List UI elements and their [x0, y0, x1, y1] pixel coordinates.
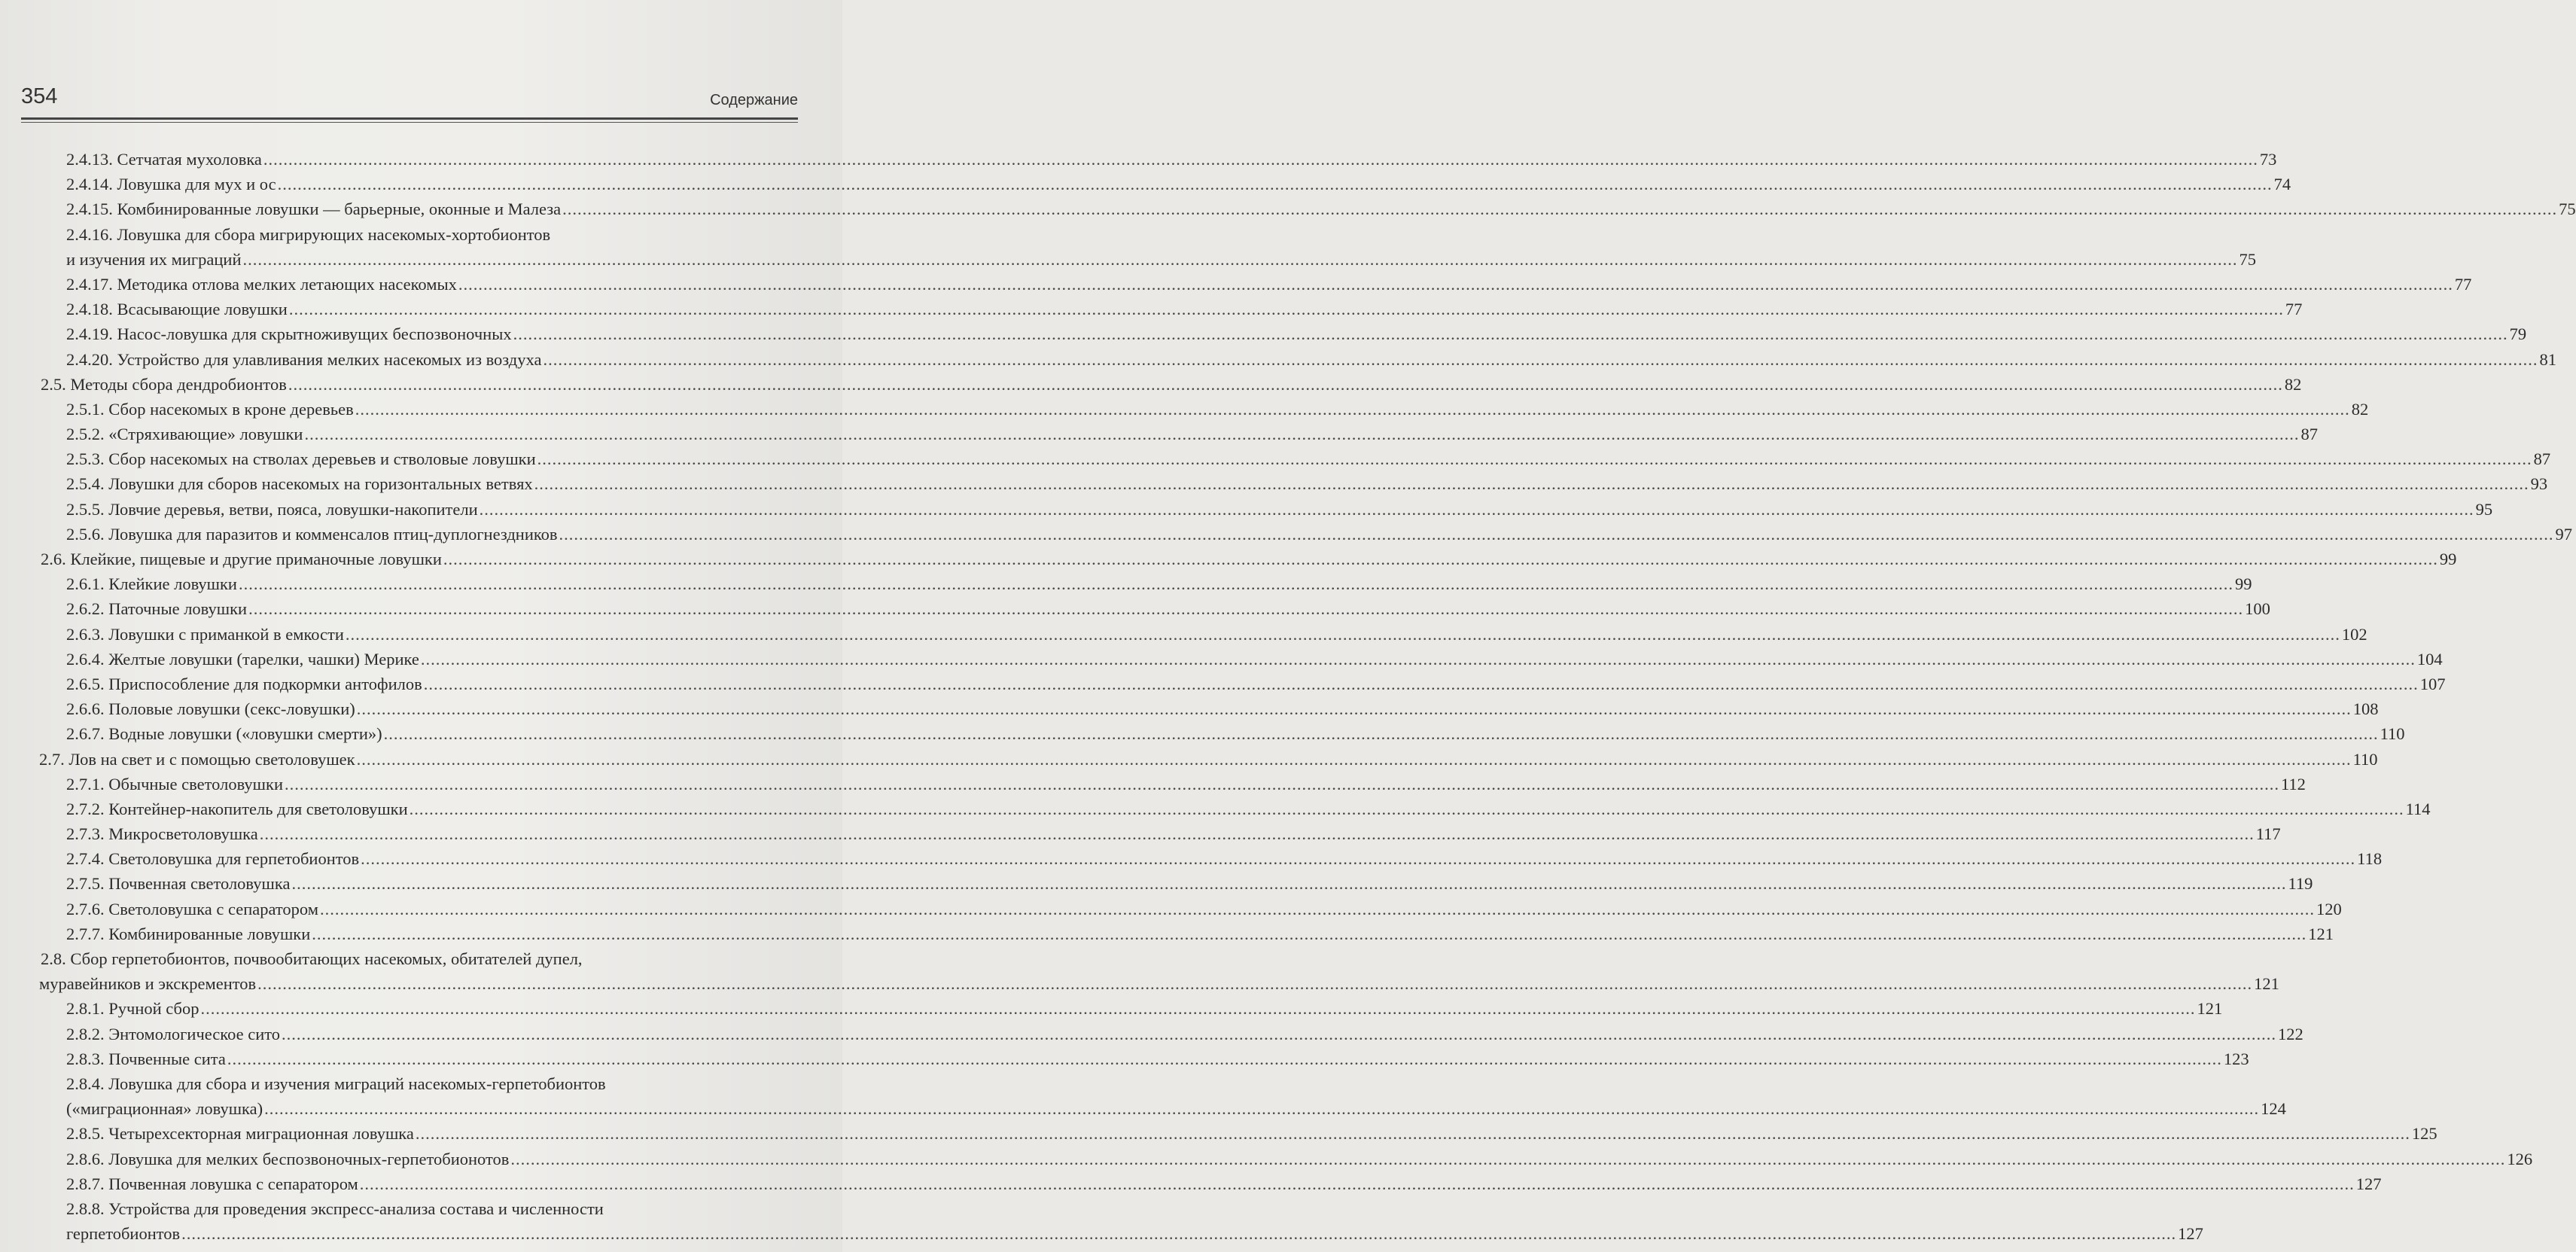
toc-entry-title: 2.4.19. Насос-ловушка для скрытноживущих беспозвоночных: [66, 324, 512, 344]
toc-page-number: 87: [2533, 449, 2551, 469]
toc-entry-title-continued: герпетобионтов: [66, 1224, 181, 1244]
toc-page-number: 75: [2239, 249, 2257, 269]
toc-leader-dots: ................................................................................................................................................................................................................................................................................................................................................................................................................: [559, 524, 2554, 544]
toc-entry[interactable]: [39, 772, 2306, 797]
toc-leader-dots: ................................................................................................................................................................................................................................................................................................................................................................................................................: [443, 550, 2438, 568]
toc-entry-title: 2.6.6. Половые ловушки (секс-ловушки): [66, 699, 355, 719]
toc-page-number: 122: [2278, 1024, 2303, 1043]
toc-page-number: 107: [2419, 674, 2446, 693]
toc-entry[interactable]: [39, 622, 2367, 647]
toc-entry-title: 2.4.13. Сетчатая мухоловка: [66, 150, 262, 169]
page-header: [21, 84, 798, 114]
toc-entry-title: 2.4.18. Всасывающие ловушки: [66, 300, 288, 319]
toc-entry-title-continued: муравейников и экскрементов: [39, 974, 257, 994]
toc-entry-title: 2.5.5. Ловчие деревья, ветви, пояса, ловушки-накопители: [66, 499, 478, 519]
toc-entry[interactable]: [39, 696, 2379, 721]
toc-entry[interactable]: [39, 372, 2302, 397]
toc-entry-title: 2.5. Методы сбора дендробионтов: [41, 374, 287, 394]
toc-leader-dots: ................................................................................................................................................................................................................................................................................................................................................................................................................: [248, 599, 2244, 619]
toc-page-number: 125: [2411, 1124, 2437, 1144]
toc-leader-dots: ................................................................................................................................................................................................................................................................................................................................................................................................................: [543, 349, 2538, 369]
toc-page-number: 95: [2475, 499, 2493, 519]
toc-entry-title: 2.6.5. Приспособление для подкормки антофилов: [66, 674, 422, 693]
toc-leader-dots: ................................................................................................................................................................................................................................................................................................................................................................................................................: [356, 749, 2352, 769]
toc-leader-dots: ................................................................................................................................................................................................................................................................................................................................................................................................................: [238, 574, 2233, 594]
toc-entry[interactable]: [39, 522, 2573, 547]
toc-page-number: 118: [2357, 849, 2383, 869]
toc-entry[interactable]: [39, 1147, 2533, 1171]
toc-entry[interactable]: [39, 471, 2548, 496]
toc-entry[interactable]: [39, 196, 2576, 221]
toc-entry-title: 2.7.5. Почвенная светоловушка: [66, 874, 291, 894]
toc-page-number: 87: [2300, 425, 2318, 444]
toc-leader-dots: ................................................................................................................................................................................................................................................................................................................................................................................................................: [285, 774, 2279, 794]
toc-entry-line: [39, 1196, 795, 1221]
toc-page-number: 121: [2308, 924, 2334, 943]
toc-entry-title: 2.6.7. Водные ловушки («ловушки смерти»): [66, 724, 382, 744]
toc-leader-dots: ................................................................................................................................................................................................................................................................................................................................................................................................................: [458, 274, 2453, 294]
toc-leader-dots: ................................................................................................................................................................................................................................................................................................................................................................................................................: [200, 999, 2196, 1019]
toc-leader-dots: ................................................................................................................................................................................................................................................................................................................................................................................................................: [264, 1099, 2260, 1119]
toc-leader-dots: ................................................................................................................................................................................................................................................................................................................................................................................................................: [242, 249, 2238, 269]
toc-entry-line: [39, 946, 795, 971]
toc-entry-title: 2.5.4. Ловушки для сборов насекомых на горизонтальных ветвях: [66, 474, 533, 494]
toc-entry[interactable]: [39, 446, 2551, 471]
toc-page-number: 124: [2261, 1099, 2286, 1119]
toc-leader-dots: ................................................................................................................................................................................................................................................................................................................................................................................................................: [312, 924, 2307, 943]
toc-page-number: 81: [2539, 349, 2556, 369]
toc-leader-dots: ................................................................................................................................................................................................................................................................................................................................................................................................................: [510, 1149, 2506, 1168]
toc-leader-dots: ................................................................................................................................................................................................................................................................................................................................................................................................................: [537, 449, 2532, 469]
toc-entry[interactable]: [39, 797, 2431, 821]
toc-entry-title: 2.8. Сбор герпетобионтов, почвообитающих насекомых, обитателей дупел,: [41, 949, 583, 968]
toc-entry-title: 2.6.4. Желтые ловушки (тарелки, чашки) Мерике: [66, 649, 419, 669]
toc-page-number: 73: [2259, 150, 2277, 169]
toc-entry[interactable]: [39, 1171, 2382, 1196]
toc-entry-title: 2.4.15. Комбинированные ловушки — барьерные, оконные и Малеза: [66, 200, 562, 219]
toc-page-number: 121: [2197, 999, 2223, 1019]
toc-page-number: 77: [2454, 274, 2472, 294]
toc-entry[interactable]: [39, 747, 2378, 772]
toc-entry[interactable]: [39, 897, 2342, 921]
toc-entry-title: 2.4.17. Методика отлова мелких летающих насекомых: [66, 274, 457, 294]
toc-entry-title: 2.7.7. Комбинированные ловушки: [66, 924, 311, 943]
toc-page-number: 82: [2284, 374, 2302, 394]
toc-page-number: 110: [2352, 749, 2378, 769]
toc-entry[interactable]: [39, 1121, 2437, 1146]
toc-entry-title: 2.5.2. «Стряхивающие» ловушки: [66, 425, 303, 444]
toc-entry-title: 2.8.4. Ловушка для сбора и изучения миграций насекомых-герпетобионтов: [66, 1074, 606, 1093]
toc-entry-title: 2.6.1. Клейкие ловушки: [66, 574, 237, 594]
toc-page-number: 102: [2341, 624, 2367, 644]
toc-entry[interactable]: [39, 596, 2270, 621]
toc-entry-title: 2.6.2. Паточные ловушки: [66, 599, 248, 619]
toc-entry-title: 2.7. Лов на свет и с помощью светоловушек: [39, 749, 355, 769]
toc-leader-dots: ................................................................................................................................................................................................................................................................................................................................................................................................................: [345, 624, 2340, 644]
toc-leader-dots: ................................................................................................................................................................................................................................................................................................................................................................................................................: [423, 674, 2419, 693]
toc-page-number: 127: [2355, 1174, 2382, 1193]
toc-entry-line: [39, 222, 795, 247]
toc-entry[interactable]: [39, 721, 2405, 746]
toc-entry[interactable]: [39, 347, 2556, 372]
toc-leader-dots: ................................................................................................................................................................................................................................................................................................................................................................................................................: [534, 474, 2529, 494]
toc-entry[interactable]: [39, 846, 2383, 871]
toc-leader-dots: ................................................................................................................................................................................................................................................................................................................................................................................................................: [361, 849, 2356, 869]
toc-leader-dots: ................................................................................................................................................................................................................................................................................................................................................................................................................: [409, 799, 2404, 818]
toc-leader-dots: ................................................................................................................................................................................................................................................................................................................................................................................................................: [359, 1174, 2355, 1193]
toc-entry-title: 2.4.16. Ловушка для сбора мигрирующих насекомых-хортобионтов: [66, 224, 551, 244]
toc-entry-title: 2.7.2. Контейнер-накопитель для светоловушки: [66, 799, 408, 818]
toc-page-number: 112: [2281, 774, 2306, 794]
toc-leader-dots: ................................................................................................................................................................................................................................................................................................................................................................................................................: [356, 699, 2352, 719]
toc-entry[interactable]: [39, 996, 2223, 1021]
toc-page-number: 110: [2380, 724, 2405, 744]
toc-page-number: 119: [2288, 874, 2313, 894]
toc-page-number: 79: [2509, 324, 2527, 344]
toc-entry-title: 2.7.4. Светоловушка для герпетобионтов: [66, 849, 360, 869]
toc-leader-dots: ................................................................................................................................................................................................................................................................................................................................................................................................................: [181, 1224, 2177, 1244]
toc-page-number: 121: [2254, 974, 2279, 994]
toc-entry[interactable]: [39, 147, 2277, 172]
table-of-contents: [39, 147, 2576, 1246]
toc-leader-dots: ................................................................................................................................................................................................................................................................................................................................................................................................................: [479, 499, 2474, 519]
toc-entry-title: 2.8.2. Энтомологическое сито: [66, 1024, 281, 1043]
toc-entry[interactable]: [39, 272, 2472, 297]
toc-entry[interactable]: [39, 1022, 2303, 1046]
toc-entry-title: 2.8.3. Почвенные сита: [66, 1049, 226, 1068]
toc-entry[interactable]: [39, 971, 2279, 996]
toc-entry[interactable]: [39, 1096, 2286, 1121]
toc-entry-title: 2.7.6. Светоловушка с сепаратором: [66, 899, 318, 918]
toc-entry-title: 2.5.6. Ловушка для паразитов и комменсалов птиц-дуплогнездников: [66, 524, 558, 544]
toc-entry[interactable]: [39, 172, 2291, 196]
toc-entry-title: 2.8.1. Ручной сбор: [66, 999, 199, 1019]
toc-entry-title: 2.7.1. Обычные светоловушки: [66, 774, 283, 794]
toc-entry[interactable]: [39, 647, 2443, 672]
toc-entry[interactable]: [39, 497, 2493, 522]
toc-entry-title: 2.5.1. Сбор насекомых в кроне деревьев: [66, 399, 354, 419]
toc-entry[interactable]: [39, 422, 2318, 446]
toc-entry[interactable]: [39, 547, 2457, 571]
toc-leader-dots: ................................................................................................................................................................................................................................................................................................................................................................................................................: [227, 1049, 2222, 1068]
toc-page-number: 93: [2530, 474, 2548, 494]
toc-page-number: 74: [2273, 175, 2291, 194]
toc-page-number: 100: [2245, 599, 2270, 619]
toc-leader-dots: ................................................................................................................................................................................................................................................................................................................................................................................................................: [263, 150, 2258, 169]
toc-leader-dots: ................................................................................................................................................................................................................................................................................................................................................................................................................: [415, 1124, 2410, 1144]
toc-leader-dots: ................................................................................................................................................................................................................................................................................................................................................................................................................: [257, 974, 2253, 994]
toc-leader-dots: ................................................................................................................................................................................................................................................................................................................................................................................................................: [277, 175, 2273, 194]
toc-page-number: 82: [2351, 399, 2369, 419]
toc-page-number: 99: [2234, 574, 2252, 594]
toc-entry[interactable]: [39, 871, 2313, 896]
toc-entry-title: 2.8.7. Почвенная ловушка с сепаратором: [66, 1174, 358, 1193]
toc-leader-dots: ................................................................................................................................................................................................................................................................................................................................................................................................................: [288, 300, 2284, 319]
toc-page-number: 117: [2255, 824, 2281, 844]
toc-page-number: 126: [2507, 1149, 2533, 1168]
toc-entry-title: 2.7.3. Микросветоловушка: [66, 824, 258, 844]
toc-entry[interactable]: [39, 297, 2303, 321]
toc-entry[interactable]: [39, 397, 2369, 422]
toc-entry[interactable]: [39, 1221, 2203, 1246]
toc-entry-title: 2.6.3. Ловушки с приманкой в емкости: [66, 624, 344, 644]
header-rule-thick: [21, 117, 798, 120]
toc-entry-title: 2.5.3. Сбор насекомых на стволах деревьев и стволовые ловушки: [66, 449, 536, 469]
toc-leader-dots: ................................................................................................................................................................................................................................................................................................................................................................................................................: [282, 1024, 2277, 1043]
toc-entry[interactable]: [39, 571, 2252, 596]
running-title: Содержание: [710, 92, 798, 108]
toc-page-number: 99: [2439, 550, 2457, 568]
toc-entry[interactable]: [39, 821, 2281, 846]
toc-entry-title: 2.4.20. Устройство для улавливания мелких насекомых из воздуха: [66, 349, 542, 369]
toc-leader-dots: ................................................................................................................................................................................................................................................................................................................................................................................................................: [420, 649, 2416, 669]
toc-page-number: 77: [2285, 300, 2303, 319]
toc-leader-dots: ................................................................................................................................................................................................................................................................................................................................................................................................................: [513, 324, 2508, 344]
toc-page-number: 123: [2223, 1049, 2249, 1068]
toc-entry[interactable]: [39, 672, 2446, 696]
toc-entry-title-continued: и изучения их миграций: [66, 249, 242, 269]
toc-leader-dots: ................................................................................................................................................................................................................................................................................................................................................................................................................: [259, 824, 2255, 844]
toc-entry-title: 2.8.8. Устройства для проведения экспресс-анализа состава и численности: [66, 1199, 604, 1218]
toc-leader-dots: ................................................................................................................................................................................................................................................................................................................................................................................................................: [288, 374, 2283, 394]
toc-entry-title: 2.6. Клейкие, пищевые и другие приманочные ловушки: [41, 550, 442, 568]
toc-leader-dots: ................................................................................................................................................................................................................................................................................................................................................................................................................: [383, 724, 2379, 744]
toc-leader-dots: ................................................................................................................................................................................................................................................................................................................................................................................................................: [562, 200, 2558, 219]
toc-page-number: 120: [2316, 899, 2342, 918]
toc-page-number: 127: [2178, 1224, 2203, 1244]
toc-leader-dots: ................................................................................................................................................................................................................................................................................................................................................................................................................: [304, 425, 2300, 444]
toc-entry[interactable]: [39, 321, 2527, 346]
toc-entry-title: 2.4.14. Ловушка для мух и ос: [66, 175, 276, 194]
toc-leader-dots: ................................................................................................................................................................................................................................................................................................................................................................................................................: [291, 874, 2287, 894]
toc-page-number: 97: [2555, 524, 2573, 544]
toc-entry[interactable]: [39, 1046, 2249, 1071]
page-number: 354: [21, 84, 58, 108]
toc-entry-title: 2.8.6. Ловушка для мелких беспозвоночных-герпетобионотов: [66, 1149, 510, 1168]
toc-page-number: 104: [2416, 649, 2443, 669]
toc-entry[interactable]: [39, 921, 2334, 946]
toc-entry-title: 2.8.5. Четырехсекторная миграционная ловушка: [66, 1124, 414, 1144]
toc-entry-line: [39, 1071, 795, 1096]
toc-leader-dots: ................................................................................................................................................................................................................................................................................................................................................................................................................: [319, 899, 2315, 918]
header-rule-thin: [21, 122, 798, 123]
toc-page-number: 114: [2405, 799, 2431, 818]
toc-entry[interactable]: [39, 247, 2257, 272]
toc-entry-title-continued: («миграционная» ловушка): [66, 1099, 263, 1119]
toc-page-number: 75: [2559, 200, 2576, 219]
toc-page-number: 108: [2352, 699, 2379, 719]
toc-leader-dots: ................................................................................................................................................................................................................................................................................................................................................................................................................: [355, 399, 2350, 419]
